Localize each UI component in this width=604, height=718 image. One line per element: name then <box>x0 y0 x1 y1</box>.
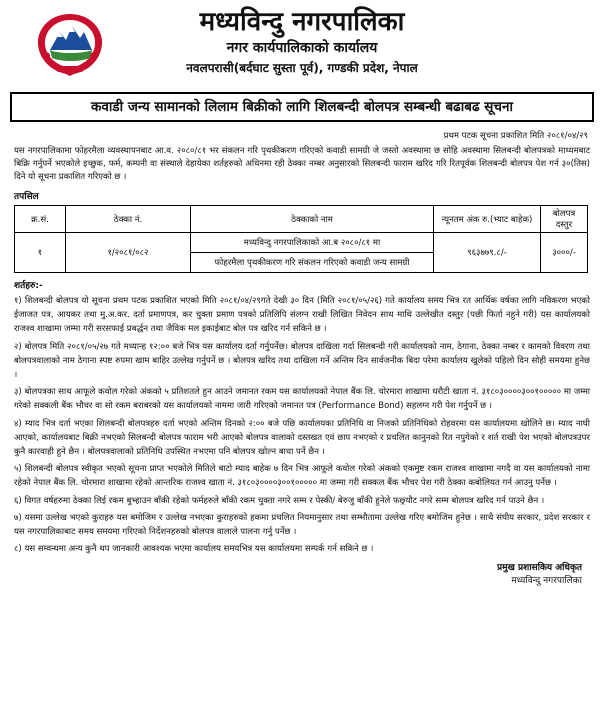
col-header-contract-name: ठेक्काको नाम <box>191 206 434 233</box>
signature-block <box>10 562 582 588</box>
office-name: नगर कार्यपालिकाको कार्यालय <box>226 40 378 56</box>
term-item-2: २) बोलपत्र मिति २०८१/०५/२७ गते मध्यान्ह १२:०० बजे भित्र यस कार्यालय दर्ता गर्नुपर्नेछ। बोलपत्र दाखिला गर्दा सिलबन्दी गरी कार्यालयको नाम, ठेगाना, ठेक्का नम्बर र कामको विवरण तथा बोलपत्रवालाको नाम ठेगाना स्पष्ट रुपमा खाम बाहिर उल्लेख गर्नुपर्ने छ । बोलपत्र खरिद तथा दाखिला गर्ने अन्तिम दिन सार्वजनीक बिदा परेमा कार्यालय खुलेको पहिलो दिन सोही समयमा हुनेछ । <box>14 341 590 381</box>
signatory-org: मध्यविन्दु नगरपालिका <box>511 576 582 587</box>
term-item-8: ८) यस सम्वन्धमा अन्य कुनै थप जानकारी आवश्यक भएमा कार्यालय समयभित्र यस कार्यालयमा सम्पर्क गर्न सकिने छ । <box>14 544 374 555</box>
notice-title: कवाडी जन्य सामानको लिलाम बिक्रीको लागि शिलबन्दी बोलपत्र सम्बन्धी बढाबढ सूचना <box>10 92 594 122</box>
contract-table <box>14 205 588 273</box>
col-header-sn: क्र.सं. <box>15 206 66 233</box>
term-item-4: ४) म्याद भित्र दर्ता भएका शिलबन्दी बोलपत्रहरु दर्ता भएको अन्तिम दिनको २:०० बजे पछि कार्यालयका प्रतिनिधि वा निजको प्रतिनिधिको रोहवरमा यस कार्यालयमा खोलिने छ। म्याद नाघी आएको, कार्यालयबाट बिक्री नभएको सिलबन्दी बोलपत्र फाराम भरी आएको बोलपत्र वालाको दस्तखत एवं छाप नभएको र प्रचलित कानुनको रित नपुगेको र शर्त राखी पेश भएको बोलपत्रउपर कुनै कारवाही हुने छैन । बोलपत्रवालाको प्रतिनिधि उपस्थित नभएमा पनि बोलपत्र खोल्न बाधा पर्ने छैन । <box>14 418 590 458</box>
cell-contract-name-line1: मध्यविन्दु नगरपालिकाको आ.ब २०८०/८१ मा <box>191 233 434 253</box>
signatory-role: प्रमुख प्रशासकिय अधिकृत <box>496 563 582 574</box>
term-item-6: ६) विगत वर्षहरुमा ठेक्का लिई रकम बुभ्हाउन बाँकी रहेको फर्महरुले बाँकी रकम चुक्ता नगरे सम्म र पेस्की/ बेरुजु बाँकी हुनेले फछ्र्यौट नगरे सम्म बोलपत्र खरिद गर्न पाउने छैन । <box>14 495 545 506</box>
term-item-3: ३) बोलपत्रका साथ आफूले कवोल गरेको अंकको ५ प्रतिशतले हुन आउने जमानत रकम यस कार्यालयको नेपाल बैंक लि. चोरमारा शाखामा धरौटी खाता नं. ३१८०३००००३००१००००० मा जम्मा गरेको सक्कली बैंक भौचर वा सो रकम बराबरको यस कार्यालयको नाममा जारी गरिएको जमानत पत्र (Performance Bond) सहलग्न गरी पेश गर्नुपर्ने छ । <box>14 387 590 412</box>
cell-contract-no: १/२०८१/०८२ <box>66 233 191 273</box>
org-block <box>10 6 594 78</box>
table-header-row <box>15 206 588 233</box>
terms-list <box>14 294 590 556</box>
table-row <box>15 233 588 253</box>
intro-paragraph: यस नगरपालिकामा फोहरमैला व्यवस्थापनबाट आ.व. २०८०/८१ भर संकलन गरि पृथकीकरण गरिएको कवाडी सामग्री जे जस्तो अवस्थामा छ सोहि अवस्थामा सिलबन्दी बोलपत्रको माध्यमबाट बिक्रि गर्नुपर्ने भएकोले इच्छुक, फर्म, कम्पनी वा संस्थाले देहायेका शर्तहरुको अधिनमा रही ठेक्का नम्बर अनुसारको सिलबन्दी फाराम खरिद गरि रितपूर्वक शिलबन्दी बोलपत्र पेश गर्न ३०(तिस) दिने यो सूचना प्रकाशित गरिएको छ । <box>14 146 590 182</box>
col-header-min-amount: न्यूनतम अंक रु.(भ्याट बाहेक) <box>434 206 541 233</box>
cell-contract-name-line2: फोहरमैला पृथकीकरण गरि संकलन गरिएको कवाडी जन्य सामग्री <box>191 253 434 273</box>
term-item-7: ७) यसमा उल्लेख भएको कुराहरु यस बमोजिम र उल्लेख नभएका कुराहरुको हकमा प्रचलित नियमानुसार तथा सम्भौतामा उल्लेख गरिए बमोजिम हुनेछ । साथै संघीय सरकार, प्रदेश सरकार र यस नगरपालिकाबाट समय समयमा गरिएको निर्देशनहरुको बोलपत्र वालाले पालना गर्नु पर्नेछ । <box>14 512 590 538</box>
letterhead <box>10 0 594 90</box>
term-item-1: १) शिलबन्दी बोलपत्र यो सूचना प्रथम पटक प्रकाशित भएको मिति २०८१/०४/२९गते देखी ३० दिन (मिति २०८१/०५/२६) गते कार्यालय समय भित्र रत आर्थिक वर्षका लागि नविकरण भएको ईजाजत पत्र, आयकर तथा मु.अ.कर. दर्ता प्रमाणपत्र, कर चुक्ता प्रमाण पत्रको प्रतिलिपि संलग्न राखी लिखित निवेदन साथ माथि उल्लेखीत दस्तुर (पछी फिर्ता नहुने गरी) यस कार्यालयको राजश्व शाखामा जम्मा गरी सरसफाई प्रबर्द्धन तथा जैविक मल इकाईबाट बोल पत्र खरिद गर्न सकिने छ । <box>14 296 590 335</box>
first-published-date: प्रथम पटक सूचना प्रकाशित मिति २०८१/०४/२९ <box>443 131 588 141</box>
office-address: नवलपरासी(बर्दघाट सुस्ता पूर्व), गण्डकी प्रदेश, नेपाल <box>186 61 418 75</box>
schedule-label: तपसिल <box>14 192 39 202</box>
cell-min-amount: ९६३७७९.८/- <box>434 233 541 273</box>
col-header-fee: बोलपत्र दस्तुर <box>541 206 588 233</box>
cell-fee: ३०००/- <box>541 233 588 273</box>
terms-label: शर्तहरु:- <box>14 281 43 291</box>
term-item-5: ५) शिलबन्दी बोलपत्र स्वीकृत भएको सूचना प्राप्त भएकोले मितिले बाटो म्याद बाहेक ७ दिन भित्र आफूले कवोल गरेको अंकको एकमुष्ट रकम राजश्व शाखामा नगदै वा यस कार्यालयको नामा रहेको नेपाल बैंक लि. चोरमारा शाखामा रहेको आन्तरिक राजश्व खाता नं. ३१८०३००००३००१००००० मा जम्मा गरी सक्कल बैंक भौचर पेश गरी ठेक्का कबोलियत गर्न आउनु पर्नेछ । <box>14 464 590 489</box>
org-name: मध्यविन्दु नगरपालिका <box>199 7 405 37</box>
col-header-contract-no: ठेक्का नं. <box>66 206 191 233</box>
cell-sn: १ <box>15 233 66 273</box>
